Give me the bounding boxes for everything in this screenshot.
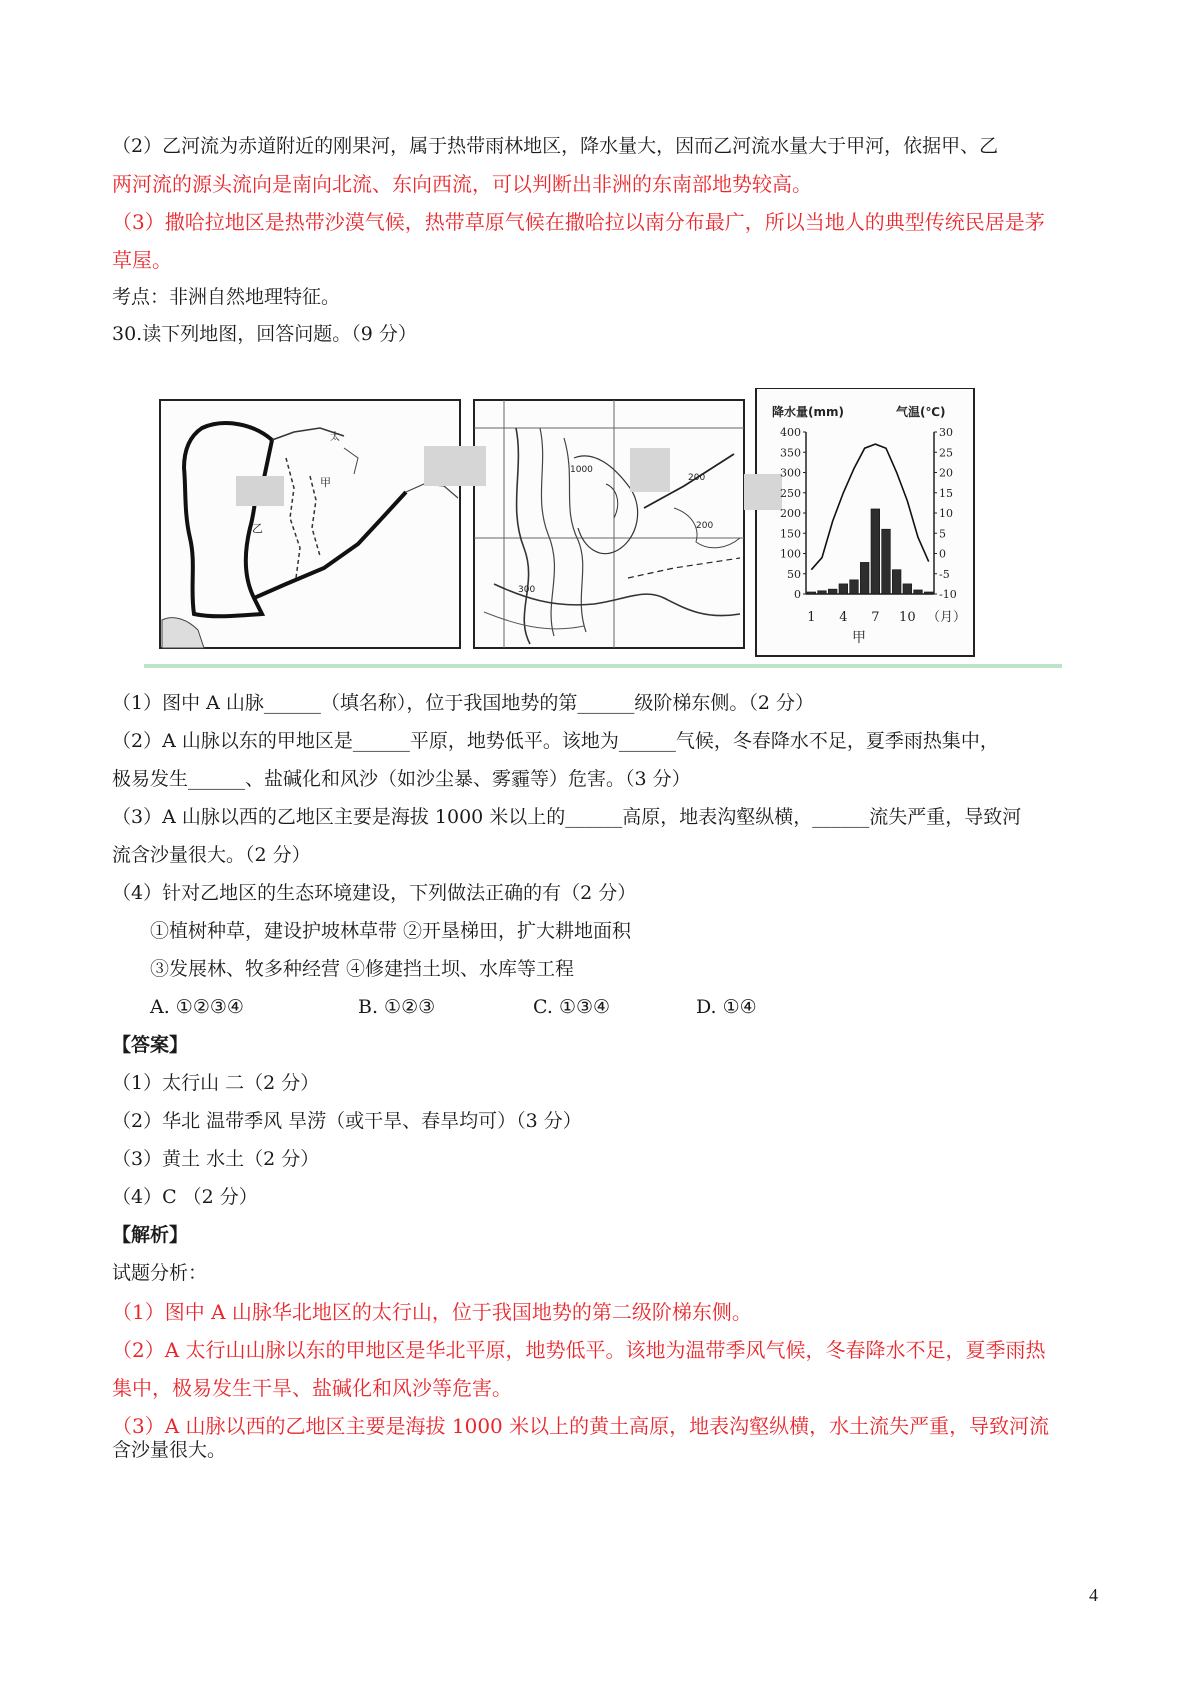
right-tick-label: -5 [939, 567, 950, 581]
choice-row [150, 994, 757, 1020]
climate-chart [744, 388, 974, 656]
right-tick-label: 5 [939, 527, 946, 541]
right-tick-label: 0 [939, 547, 946, 561]
precipitation-bar [914, 590, 923, 594]
text-line: 考点：非洲自然地理特征。 [112, 286, 341, 308]
highlight-text-line: 两河流的源头流向是南向北流、东向西流，可以判断出非洲的东南部地势较高。 [112, 172, 812, 196]
precipitation-bar [828, 589, 837, 594]
text-line: 含沙量很大。 [112, 1439, 227, 1461]
precipitation-bar [807, 592, 816, 594]
answer-line: （1）太行山 二（2 分） [112, 1072, 320, 1094]
x-tick-label: 4 [839, 610, 848, 625]
map2-contour-label: 200 [696, 521, 714, 531]
highlight-text-line: 集中，极易发生干旱、盐碱化和风沙等危害。 [112, 1376, 512, 1400]
left-tick-label: 400 [780, 426, 801, 439]
left-tick-label: 300 [780, 466, 801, 480]
chart-title: 甲 [852, 630, 866, 646]
right-tick-label: 10 [939, 507, 953, 520]
left-tick-label: 250 [780, 486, 801, 500]
choice-c: C. ①③④ [533, 996, 611, 1018]
left-tick-label: 50 [787, 567, 801, 581]
precipitation-bar [882, 529, 891, 594]
question-line: （3）A 山脉以西的乙地区主要是海拔 1000 米以上的______高原，地表沟壑纵横，______流失严重，导致河 [112, 806, 1022, 828]
right-tick-label: 25 [939, 446, 953, 460]
right-tick-label: 30 [939, 426, 953, 439]
precipitation-bar [850, 580, 859, 594]
precipitation-bar [871, 509, 880, 594]
precipitation-bar [924, 592, 933, 594]
question-line: （2）A 山脉以东的甲地区是______平原，地势低平。该地为______气候，冬春降水不足，夏季雨热集中， [112, 730, 999, 752]
map2-contour-label: 300 [518, 585, 536, 595]
question-figure [144, 388, 1062, 670]
left-tick-label: 150 [780, 527, 801, 541]
map-north-china [160, 400, 460, 648]
choice-d: D. ①④ [696, 996, 757, 1018]
precipitation-axis-label: 降水量(mm) [772, 405, 844, 419]
left-tick-label: 100 [780, 547, 801, 561]
answer-line: （4）C （2 分） [112, 1186, 258, 1208]
map2-contour-label: 1000 [570, 465, 593, 475]
temperature-axis-label: 气温(℃) [896, 405, 946, 419]
precipitation-bar [892, 570, 901, 594]
highlight-text-line: （1）图中 A 山脉华北地区的太行山，位于我国地势的第二级阶梯东侧。 [112, 1300, 752, 1324]
analysis-subheading: 试题分析： [112, 1262, 208, 1284]
x-tick-label: 7 [871, 610, 880, 625]
answer-line: （3）黄土 水土（2 分） [112, 1148, 320, 1170]
x-tick-label: 10 [899, 610, 916, 625]
question-title: 30.读下列地图，回答问题。（9 分） [112, 323, 417, 345]
left-tick-label: 200 [780, 507, 801, 520]
highlight-text-line: 草屋。 [112, 248, 172, 272]
right-tick-label: 20 [939, 466, 953, 480]
question-line: 流含沙量很大。（2 分） [112, 844, 311, 866]
option-line: ①植树种草，建设护坡林草带 ②开垦梯田，扩大耕地面积 [150, 920, 632, 942]
choice-a: A. ①②③④ [150, 996, 244, 1018]
precipitation-bar [903, 584, 912, 594]
question-line: 极易发生______、盐碱化和风沙（如沙尘暴、雾霾等）危害。（3 分） [112, 768, 691, 790]
map1-label: 乙 [252, 522, 263, 535]
map1-label: 甲 [320, 476, 331, 489]
highlight-text-line: （3）撒哈拉地区是热带沙漠气候，热带草原气候在撒哈拉以南分布最广，所以当地人的典型传统民居是茅 [112, 210, 1045, 234]
precipitation-bar [818, 591, 827, 594]
left-tick-label: 0 [794, 588, 801, 601]
page-number: 4 [1089, 1585, 1098, 1605]
highlight-text-line: （3）A 山脉以西的乙地区主要是海拔 1000 米以上的黄土高原，地表沟壑纵横，水土流失严重，导致河流 [112, 1414, 1050, 1438]
x-axis-unit: （月） [927, 610, 967, 625]
answer-heading: 【答案】 [112, 1034, 189, 1056]
answer-line: （2）华北 温带季风 旱涝（或干旱、春旱均可）（3 分） [112, 1110, 582, 1132]
map1-label: 太 [330, 432, 340, 443]
map2-contour-label: 200 [688, 473, 706, 483]
question-line: （1）图中 A 山脉______（填名称），位于我国地势的第______级阶梯东侧。（2 分） [112, 692, 815, 714]
highlight-text-line: （2）A 太行山山脉以东的甲地区是华北平原，地势低平。该地为温带季风气候，冬春降水不足，夏季雨热 [112, 1338, 1046, 1362]
right-tick-label: -10 [939, 588, 957, 601]
precipitation-bar [860, 562, 869, 594]
question-line: （4）针对乙地区的生态环境建设，下列做法正确的有（2 分） [112, 882, 637, 904]
text-line: （2）乙河流为赤道附近的刚果河，属于热带雨林地区，降水量大，因而乙河流水量大于甲河，依据甲、乙 [112, 135, 999, 157]
x-tick-label: 1 [807, 610, 816, 625]
option-line: ③发展林、牧多种经营 ④修建挡土坝、水库等工程 [150, 958, 575, 980]
right-tick-label: 15 [939, 486, 953, 500]
analysis-heading: 【解析】 [112, 1224, 189, 1246]
left-tick-label: 350 [780, 446, 801, 460]
choice-b: B. ①②③ [358, 996, 436, 1018]
precipitation-bar [839, 584, 848, 594]
